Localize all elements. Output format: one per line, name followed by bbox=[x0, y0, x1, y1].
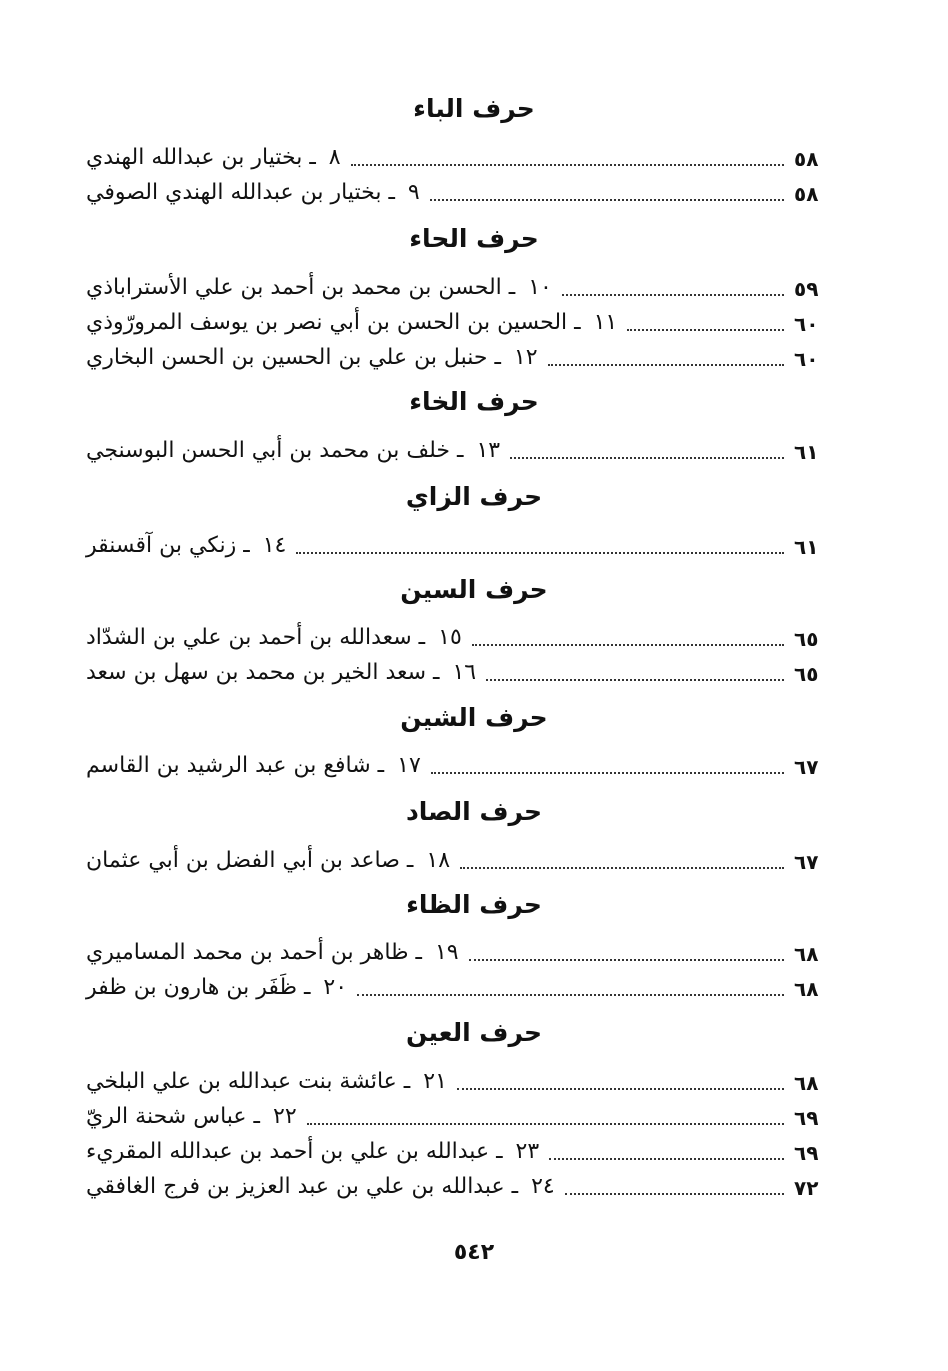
page-number: ٥٤٢ bbox=[453, 1240, 495, 1265]
dot-leader bbox=[562, 294, 784, 296]
entry-title: ٢٤ ـ عبدالله بن علي بن عبد العزيز بن فرج الغافقي bbox=[86, 1174, 555, 1199]
dot-leader bbox=[548, 364, 784, 366]
entry-name: حنبل بن علي بن الحسين بن الحسن البخاري bbox=[86, 345, 488, 370]
dot-leader bbox=[549, 1158, 784, 1160]
toc-entry bbox=[80, 845, 830, 875]
entry-page-number: ٦٨ bbox=[794, 1071, 819, 1095]
entry-number: ١٢ bbox=[513, 345, 538, 370]
entry-name: عبدالله بن علي بن أحمد بن عبدالله المقريء bbox=[86, 1139, 490, 1164]
entry-name: سعدالله بن أحمد بن علي بن الشدّاد bbox=[86, 625, 412, 650]
toc-entry bbox=[80, 657, 830, 687]
entry-page-number: ٦٩ bbox=[794, 1106, 819, 1130]
toc-entry bbox=[80, 1171, 830, 1201]
entry-name: الحسن بن محمد بن أحمد بن علي الأستراباذي bbox=[86, 275, 502, 300]
entry-title: ١٩ ـ ظاهر بن أحمد بن محمد المساميري bbox=[86, 940, 459, 965]
entry-page-number: ٦٥ bbox=[794, 627, 819, 651]
entry-number: ٢١ bbox=[423, 1069, 447, 1094]
entry-number: ١٥ bbox=[438, 625, 462, 650]
entry-name: الحسين بن الحسن بن أبي نصر بن يوسف المرورّوذي bbox=[86, 310, 568, 335]
section-heading-kha: حرف الخاء bbox=[409, 387, 539, 416]
entry-title: ٢٠ ـ ظَفَر بن هارون بن ظفر bbox=[86, 975, 348, 1000]
entry-name: بختيار بن عبدالله الهندي الصوفي bbox=[86, 180, 382, 205]
entry-title: ١٧ ـ شافع بن عبد الرشيد بن القاسم bbox=[86, 753, 421, 778]
dot-leader bbox=[469, 959, 784, 961]
section-heading-sin: حرف السين bbox=[400, 575, 548, 604]
entry-name: عبدالله بن علي بن عبد العزيز بن فرج الغافقي bbox=[86, 1174, 505, 1199]
section-heading-ba: حرف الباء bbox=[413, 94, 535, 123]
entry-title: ٢٣ ـ عبدالله بن علي بن أحمد بن عبدالله المقريء bbox=[86, 1139, 540, 1164]
section-heading-zay: حرف الزاي bbox=[405, 482, 543, 511]
entry-page-number: ٦٨ bbox=[794, 942, 819, 966]
dot-leader bbox=[351, 164, 784, 166]
dot-leader bbox=[472, 644, 784, 646]
entry-number: ٢٢ bbox=[273, 1104, 297, 1129]
dot-leader bbox=[357, 994, 784, 996]
entry-page-number: ٦٨ bbox=[794, 977, 819, 1001]
entry-number: ١٣ bbox=[476, 438, 501, 463]
section-heading-shin: حرف الشين bbox=[400, 703, 548, 732]
toc-entry bbox=[80, 342, 830, 372]
toc-entry bbox=[80, 142, 830, 172]
toc-entry bbox=[80, 622, 830, 652]
entry-number: ١٤ bbox=[262, 533, 287, 558]
entry-title: ٢٢ ـ عباس شحنة الريّ bbox=[86, 1104, 297, 1129]
entry-page-number: ٦٥ bbox=[794, 662, 819, 686]
entry-name: عائشة بنت عبدالله بن علي البلخي bbox=[86, 1069, 397, 1094]
toc-entry bbox=[80, 435, 830, 465]
toc-entry bbox=[80, 1136, 830, 1166]
dot-leader bbox=[307, 1123, 784, 1125]
entry-number: ١٠ bbox=[528, 275, 552, 300]
section-heading-ayn: حرف العين bbox=[405, 1018, 543, 1047]
entry-page-number: ٦١ bbox=[794, 535, 819, 559]
entry-name: عباس شحنة الريّ bbox=[86, 1104, 247, 1129]
dot-leader bbox=[565, 1193, 784, 1195]
entry-number: ٢٤ bbox=[531, 1174, 555, 1199]
entry-page-number: ٦٠ bbox=[794, 312, 819, 336]
entry-number: ١٦ bbox=[452, 660, 477, 685]
entry-title: ١٥ ـ سعدالله بن أحمد بن علي بن الشدّاد bbox=[86, 625, 462, 650]
section-heading-ha: حرف الحاء bbox=[409, 224, 539, 253]
toc-entry bbox=[80, 530, 830, 560]
toc-entry bbox=[80, 272, 830, 302]
entry-name: شافع بن عبد الرشيد بن القاسم bbox=[86, 753, 371, 778]
entry-title: ٨ ـ بختيار بن عبدالله الهندي bbox=[86, 145, 341, 170]
entry-number: ٩ bbox=[407, 180, 420, 205]
entry-page-number: ٧٢ bbox=[794, 1176, 819, 1200]
dot-leader bbox=[457, 1088, 784, 1090]
entry-title: ١٨ ـ صاعد بن أبي الفضل بن أبي عثمان bbox=[86, 848, 451, 873]
entry-name: سعد الخير بن محمد بن سهل بن سعد bbox=[86, 660, 427, 685]
entry-page-number: ٦٩ bbox=[794, 1141, 819, 1165]
entry-title: ١٠ ـ الحسن بن محمد بن أحمد بن علي الأستراباذي bbox=[86, 275, 552, 300]
entry-page-number: ٦٠ bbox=[794, 347, 819, 371]
entry-number: ١٨ bbox=[426, 848, 451, 873]
entry-name: ظاهر بن أحمد بن محمد المساميري bbox=[86, 940, 409, 965]
dot-leader bbox=[627, 329, 784, 331]
entry-title: ١٢ ـ حنبل بن علي بن الحسين بن الحسن البخاري bbox=[86, 345, 538, 370]
dot-leader bbox=[430, 199, 784, 201]
toc-entry bbox=[80, 1101, 830, 1131]
dot-leader bbox=[510, 457, 784, 459]
entry-page-number: ٦٧ bbox=[794, 850, 819, 874]
toc-entry bbox=[80, 937, 830, 967]
dot-leader bbox=[431, 772, 784, 774]
entry-number: ١١ bbox=[593, 310, 618, 335]
dot-leader bbox=[296, 552, 784, 554]
entry-title: ١٦ ـ سعد الخير بن محمد بن سهل بن سعد bbox=[86, 660, 477, 685]
entry-name: صاعد بن أبي الفضل بن أبي عثمان bbox=[86, 848, 400, 873]
toc-entry bbox=[80, 177, 830, 207]
entry-number: ١٩ bbox=[434, 940, 459, 965]
dot-leader bbox=[486, 679, 784, 681]
entry-title: ١٤ ـ زنكي بن آقسنقر bbox=[86, 533, 287, 558]
entry-title: ١١ ـ الحسين بن الحسن بن أبي نصر بن يوسف المرورّوذي bbox=[86, 310, 618, 335]
entry-page-number: ٦٧ bbox=[794, 755, 819, 779]
entry-page-number: ٦١ bbox=[794, 440, 819, 464]
entry-page-number: ٥٨ bbox=[794, 182, 819, 206]
entry-page-number: ٥٩ bbox=[794, 277, 819, 301]
toc-entry bbox=[80, 972, 830, 1002]
entry-title: ٢١ ـ عائشة بنت عبدالله بن علي البلخي bbox=[86, 1069, 447, 1094]
entry-number: ٨ bbox=[328, 145, 341, 170]
entry-page-number: ٥٨ bbox=[794, 147, 819, 171]
entry-number: ٢٣ bbox=[515, 1139, 540, 1164]
toc-entry bbox=[80, 750, 830, 780]
entry-number: ١٧ bbox=[397, 753, 421, 778]
toc-entry bbox=[80, 307, 830, 337]
dot-leader bbox=[460, 867, 784, 869]
entry-name: ظَفَر بن هارون بن ظفر bbox=[86, 975, 297, 1000]
entry-name: زنكي بن آقسنقر bbox=[86, 533, 237, 558]
entry-name: خلف بن محمد بن أبي الحسن البوسنجي bbox=[86, 438, 450, 463]
entry-name: بختيار بن عبدالله الهندي bbox=[86, 145, 303, 170]
section-heading-za: حرف الظاء bbox=[406, 890, 542, 919]
entry-title: ١٣ ـ خلف بن محمد بن أبي الحسن البوسنجي bbox=[86, 438, 501, 463]
section-heading-sad: حرف الصاد bbox=[405, 797, 543, 826]
entry-title: ٩ ـ بختيار بن عبدالله الهندي الصوفي bbox=[86, 180, 420, 205]
entry-number: ٢٠ bbox=[323, 975, 348, 1000]
toc-entry bbox=[80, 1066, 830, 1096]
